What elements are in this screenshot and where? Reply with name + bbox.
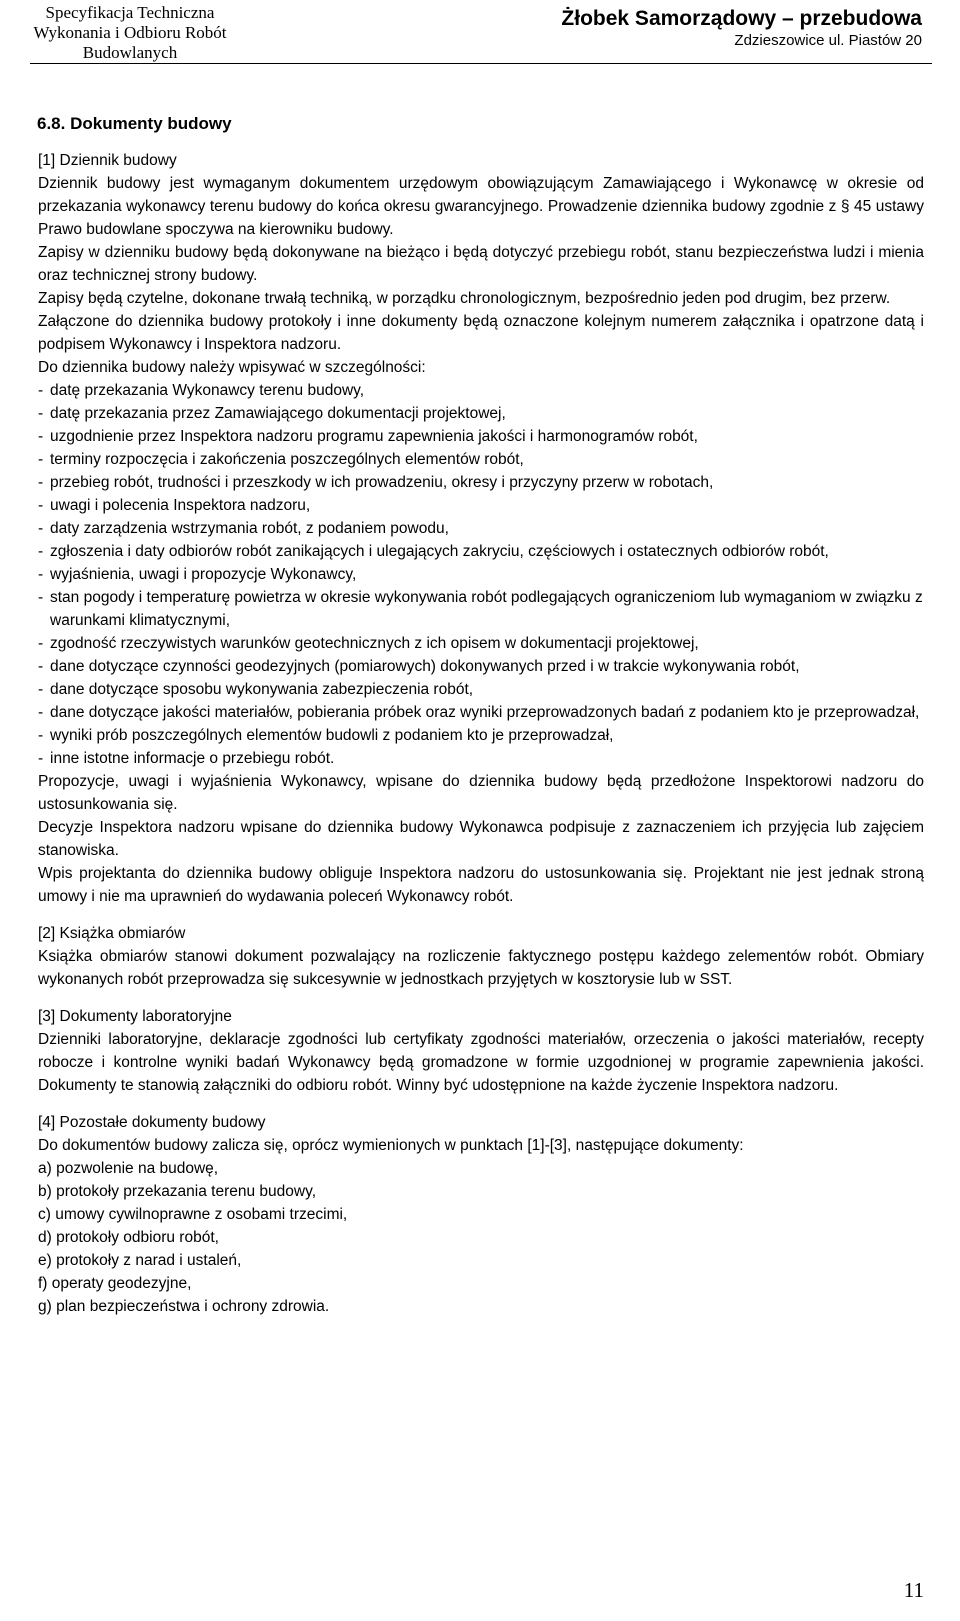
list-item: - uzgodnienie przez Inspektora nadzoru programu zapewnienia jakości i harmonogramów robót, — [38, 425, 924, 448]
document-body — [38, 112, 924, 1318]
list-item: - dane dotyczące sposobu wykonywania zabezpieczenia robót, — [38, 678, 924, 701]
list-item: - daty zarządzenia wstrzymania robót, z podaniem powodu, — [38, 517, 924, 540]
page-header — [0, 0, 960, 66]
list-item: c) umowy cywilnoprawne z osobami trzecimi, — [38, 1206, 348, 1223]
paragraph: Propozycje, uwagi i wyjaśnienia Wykonawcy, wpisane do dziennika budowy będą przedłożone Inspektorowi nadzoru do ustosunkowania się. — [38, 773, 924, 813]
list-item: - inne istotne informacje o przebiegu robót. — [38, 747, 924, 770]
paragraph: Książka obmiarów stanowi dokument pozwalający na rozliczenie faktycznego postępu każdego zelementów robót. Obmiary wykonanych robót przeprowadza się sukcesywnie w jednostkach przyjętych w kosztorysie lub w SST. — [38, 948, 924, 988]
list-item: - uwagi i polecenia Inspektora nadzoru, — [38, 494, 924, 517]
list-item: f) operaty geodezyjne, — [38, 1275, 192, 1292]
list-item: d) protokoły odbioru robót, — [38, 1229, 219, 1246]
subsection-heading: [3] Dokumenty laboratoryjne — [38, 1008, 232, 1025]
paragraph: Wpis projektanta do dziennika budowy obliguje Inspektora nadzoru do ustosunkowania się. Projektant nie jest jednak stroną umowy i nie ma uprawnień do wydawania poleceń Wykonawcy robót. — [38, 865, 924, 905]
spacer — [38, 991, 924, 1005]
journal-entries-list — [38, 379, 924, 770]
paragraph: Dzienniki laboratoryjne, deklaracje zgodności lub certyfikaty zgodności materiałów, orzeczenia o jakości materiałów, recepty robocze i kontrolne wyniki badań Wykonawcy będą gromadzone w formie uzgodnionej w programie zapewnienia jakości. Dokumenty te stanowią załączniki do odbioru robót. Winny być udostępnione na każde życzenie Inspektora nadzoru. — [38, 1031, 924, 1094]
paragraph: Zapisy będą czytelne, dokonane trwałą techniką, w porządku chronologicznym, bezpośrednio jeden pod drugim, bez przerw. — [38, 290, 891, 307]
subsection-heading: [1] Dziennik budowy — [38, 152, 177, 169]
section-title: 6.8. Dokumenty budowy — [37, 114, 232, 133]
paragraph: Załączone do dziennika budowy protokoły i inne dokumenty będą oznaczone kolejnym numerem załącznika i opatrzone datą i podpisem Wykonawcy i Inspektora nadzoru. — [38, 313, 924, 353]
spacer — [38, 1097, 924, 1111]
page-number: 11 — [903, 1578, 924, 1602]
list-item: e) protokoły z narad i ustaleń, — [38, 1252, 242, 1269]
paragraph: Do dziennika budowy należy wpisywać w szczególności: — [38, 359, 426, 376]
spacer — [38, 908, 924, 922]
paragraph: Dziennik budowy jest wymaganym dokumentem urzędowym obowiązującym Zamawiającego i Wykonawcę w okresie od przekazania wykonawcy terenu budowy do końca okresu gwarancyjnego. Prowadzenie dziennika budowy zgodnie z § 45 ustawy Prawo budowlane spoczywa na kierowniku budowy. — [38, 175, 924, 238]
list-item: - stan pogody i temperaturę powietrza w okresie wykonywania robót podlegających ograniczeniom lub wymaganiom w związku z warunkami klimatycznymi, — [38, 586, 924, 632]
list-item: g) plan bezpieczeństwa i ochrony zdrowia. — [38, 1298, 330, 1315]
paragraph: Zapisy w dzienniku budowy będą dokonywane na bieżąco i będą dotyczyć przebiegu robót, stanu bezpieczeństwa ludzi i mienia oraz technicznej strony budowy. — [38, 244, 924, 284]
header-spec-title — [30, 3, 230, 63]
subsection-heading: [2] Książka obmiarów — [38, 925, 186, 942]
list-item: b) protokoły przekazania terenu budowy, — [38, 1183, 317, 1200]
header-project — [240, 6, 930, 50]
subsection-heading: [4] Pozostałe dokumenty budowy — [38, 1114, 266, 1131]
paragraph: Decyzje Inspektora nadzoru wpisane do dziennika budowy Wykonawca podpisuje z zaznaczeniem ich przyjęcia lub zajęciem stanowiska. — [38, 819, 924, 859]
header-title: Żłobek Samorządowy – przebudowa — [561, 7, 922, 30]
list-item: - wyniki prób poszczególnych elementów budowli z podaniem kto je przeprowadzał, — [38, 724, 924, 747]
header-divider — [30, 63, 932, 64]
list-item: - zgłoszenia i daty odbiorów robót zanikających i ulegających zakryciu, częściowych i ostatecznych odbiorów robót, — [38, 540, 924, 563]
header-left-line: Specyfikacja Techniczna — [45, 3, 215, 22]
list-item: - datę przekazania Wykonawcy terenu budowy, — [38, 379, 924, 402]
list-item: - dane dotyczące jakości materiałów, pobierania próbek oraz wyniki przeprowadzonych badań z podaniem kto je przeprowadzał, — [38, 701, 924, 724]
list-item: - datę przekazania przez Zamawiającego dokumentacji projektowej, — [38, 402, 924, 425]
list-item: - terminy rozpoczęcia i zakończenia poszczególnych elementów robót, — [38, 448, 924, 471]
header-subtitle: Zdzieszowice ul. Piastów 20 — [734, 32, 922, 49]
other-documents-list — [38, 1157, 924, 1318]
list-item: a) pozwolenie na budowę, — [38, 1160, 219, 1177]
header-left-line: Wykonania i Odbioru Robót — [33, 23, 227, 42]
list-item: - dane dotyczące czynności geodezyjnych (pomiarowych) dokonywanych przed i w trakcie wykonywania robót, — [38, 655, 924, 678]
list-item: - wyjaśnienia, uwagi i propozycje Wykonawcy, — [38, 563, 924, 586]
paragraph: Do dokumentów budowy zalicza się, oprócz wymienionych w punktach [1]-[3], następujące dokumenty: — [38, 1137, 744, 1154]
list-item: - zgodność rzeczywistych warunków geotechnicznych z ich opisem w dokumentacji projektowej, — [38, 632, 924, 655]
header-left-line: Budowlanych — [82, 43, 178, 62]
list-item: - przebieg robót, trudności i przeszkody w ich prowadzeniu, okresy i przyczyny przerw w robotach, — [38, 471, 924, 494]
